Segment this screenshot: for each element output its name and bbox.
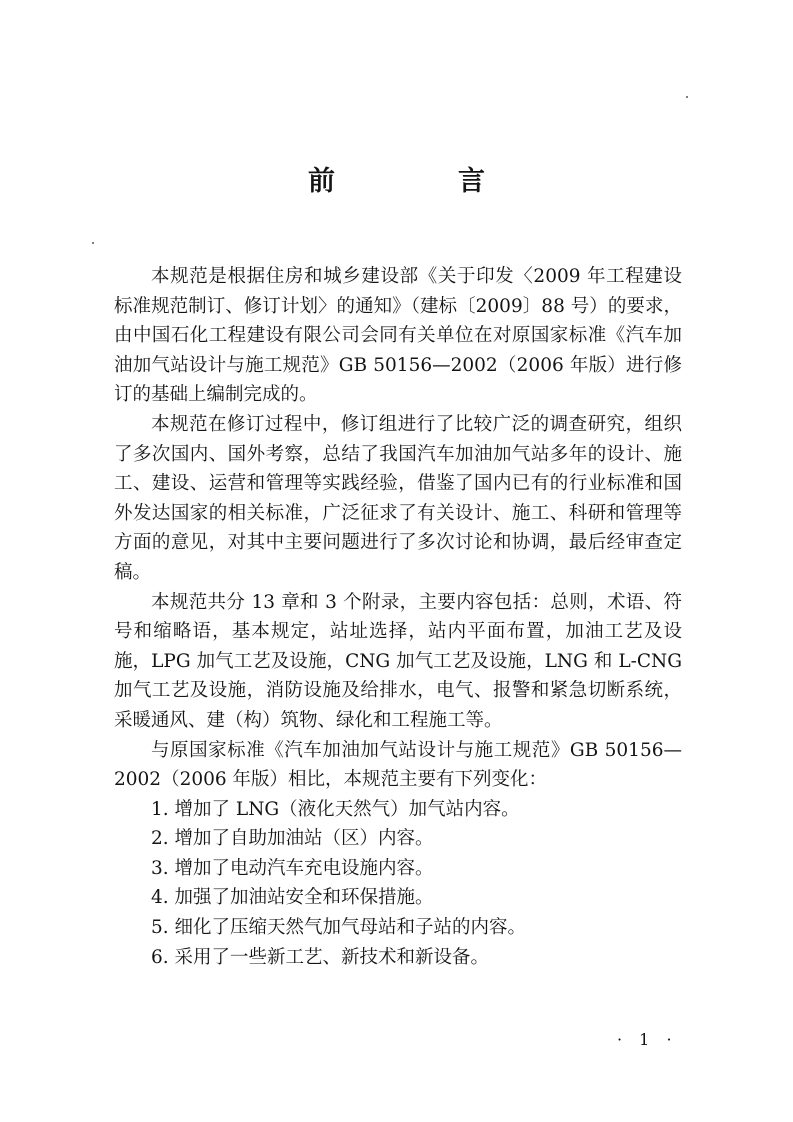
paragraph-process: 本规范在修订过程中，修订组进行了比较广泛的调查研究，组织了多次国内、国外考察，总结了我国汽车加油加气站多年的设计、施工、建设、运营和管理等实践经验，借鉴了国内已有的行业标准和国外发达国家的相关标准，广泛征求了有关设计、施工、科研和管理等方面的意见，对其中主要问题进行了多次讨论和协调，最后经审查定稿。 — [114, 413, 682, 583]
paragraph-contents: 本规范共分 13 章和 3 个附录，主要内容包括：总则，术语、符号和缩略语，基本规定，站址选择，站内平面布置，加油工艺及设施，LPG 加气工艺及设施，CNG 加气工艺及设施，LNG 和 L-CNG 加气工艺及设施，消防设施及给排水，电气、报警和紧急切断系统，采暖通风、建（构）筑物、绿化和工程施工等。 — [114, 591, 682, 731]
page-title: 前 言 — [308, 166, 533, 197]
scan-speck — [686, 96, 688, 98]
page-number: · 1 · — [617, 1030, 678, 1049]
preface-body — [114, 262, 682, 972]
change-item-5: 5. 细化了压缩天然气加气母站和子站的内容。 — [151, 917, 527, 939]
scan-speck — [92, 242, 94, 244]
change-item-1: 1. 增加了 LNG（液化天然气）加气站内容。 — [151, 798, 520, 820]
change-item-6: 6. 采用了一些新工艺、新技术和新设备。 — [151, 946, 490, 968]
paragraph-basis: 本规范是根据住房和城乡建设部《关于印发〈2009 年工程建设标准规范制订、修订计划〉的通知》（建标〔2009〕88 号）的要求，由中国石化工程建设有限公司会同有关单位在对原国家标准《汽车加油加气站设计与施工规范》GB 50156—2002（2006 年版）进行修订的基础上编制完成的。 — [114, 266, 682, 406]
change-item-2: 2. 增加了自助加油站（区）内容。 — [151, 828, 434, 850]
change-item-4: 4. 加强了加油站安全和环保措施。 — [151, 887, 434, 909]
paragraph-changes-intro: 与原国家标准《汽车加油加气站设计与施工规范》GB 50156—2002（2006 年版）相比，本规范主要有下列变化： — [114, 739, 682, 791]
change-item-3: 3. 增加了电动汽车充电设施内容。 — [151, 857, 434, 879]
